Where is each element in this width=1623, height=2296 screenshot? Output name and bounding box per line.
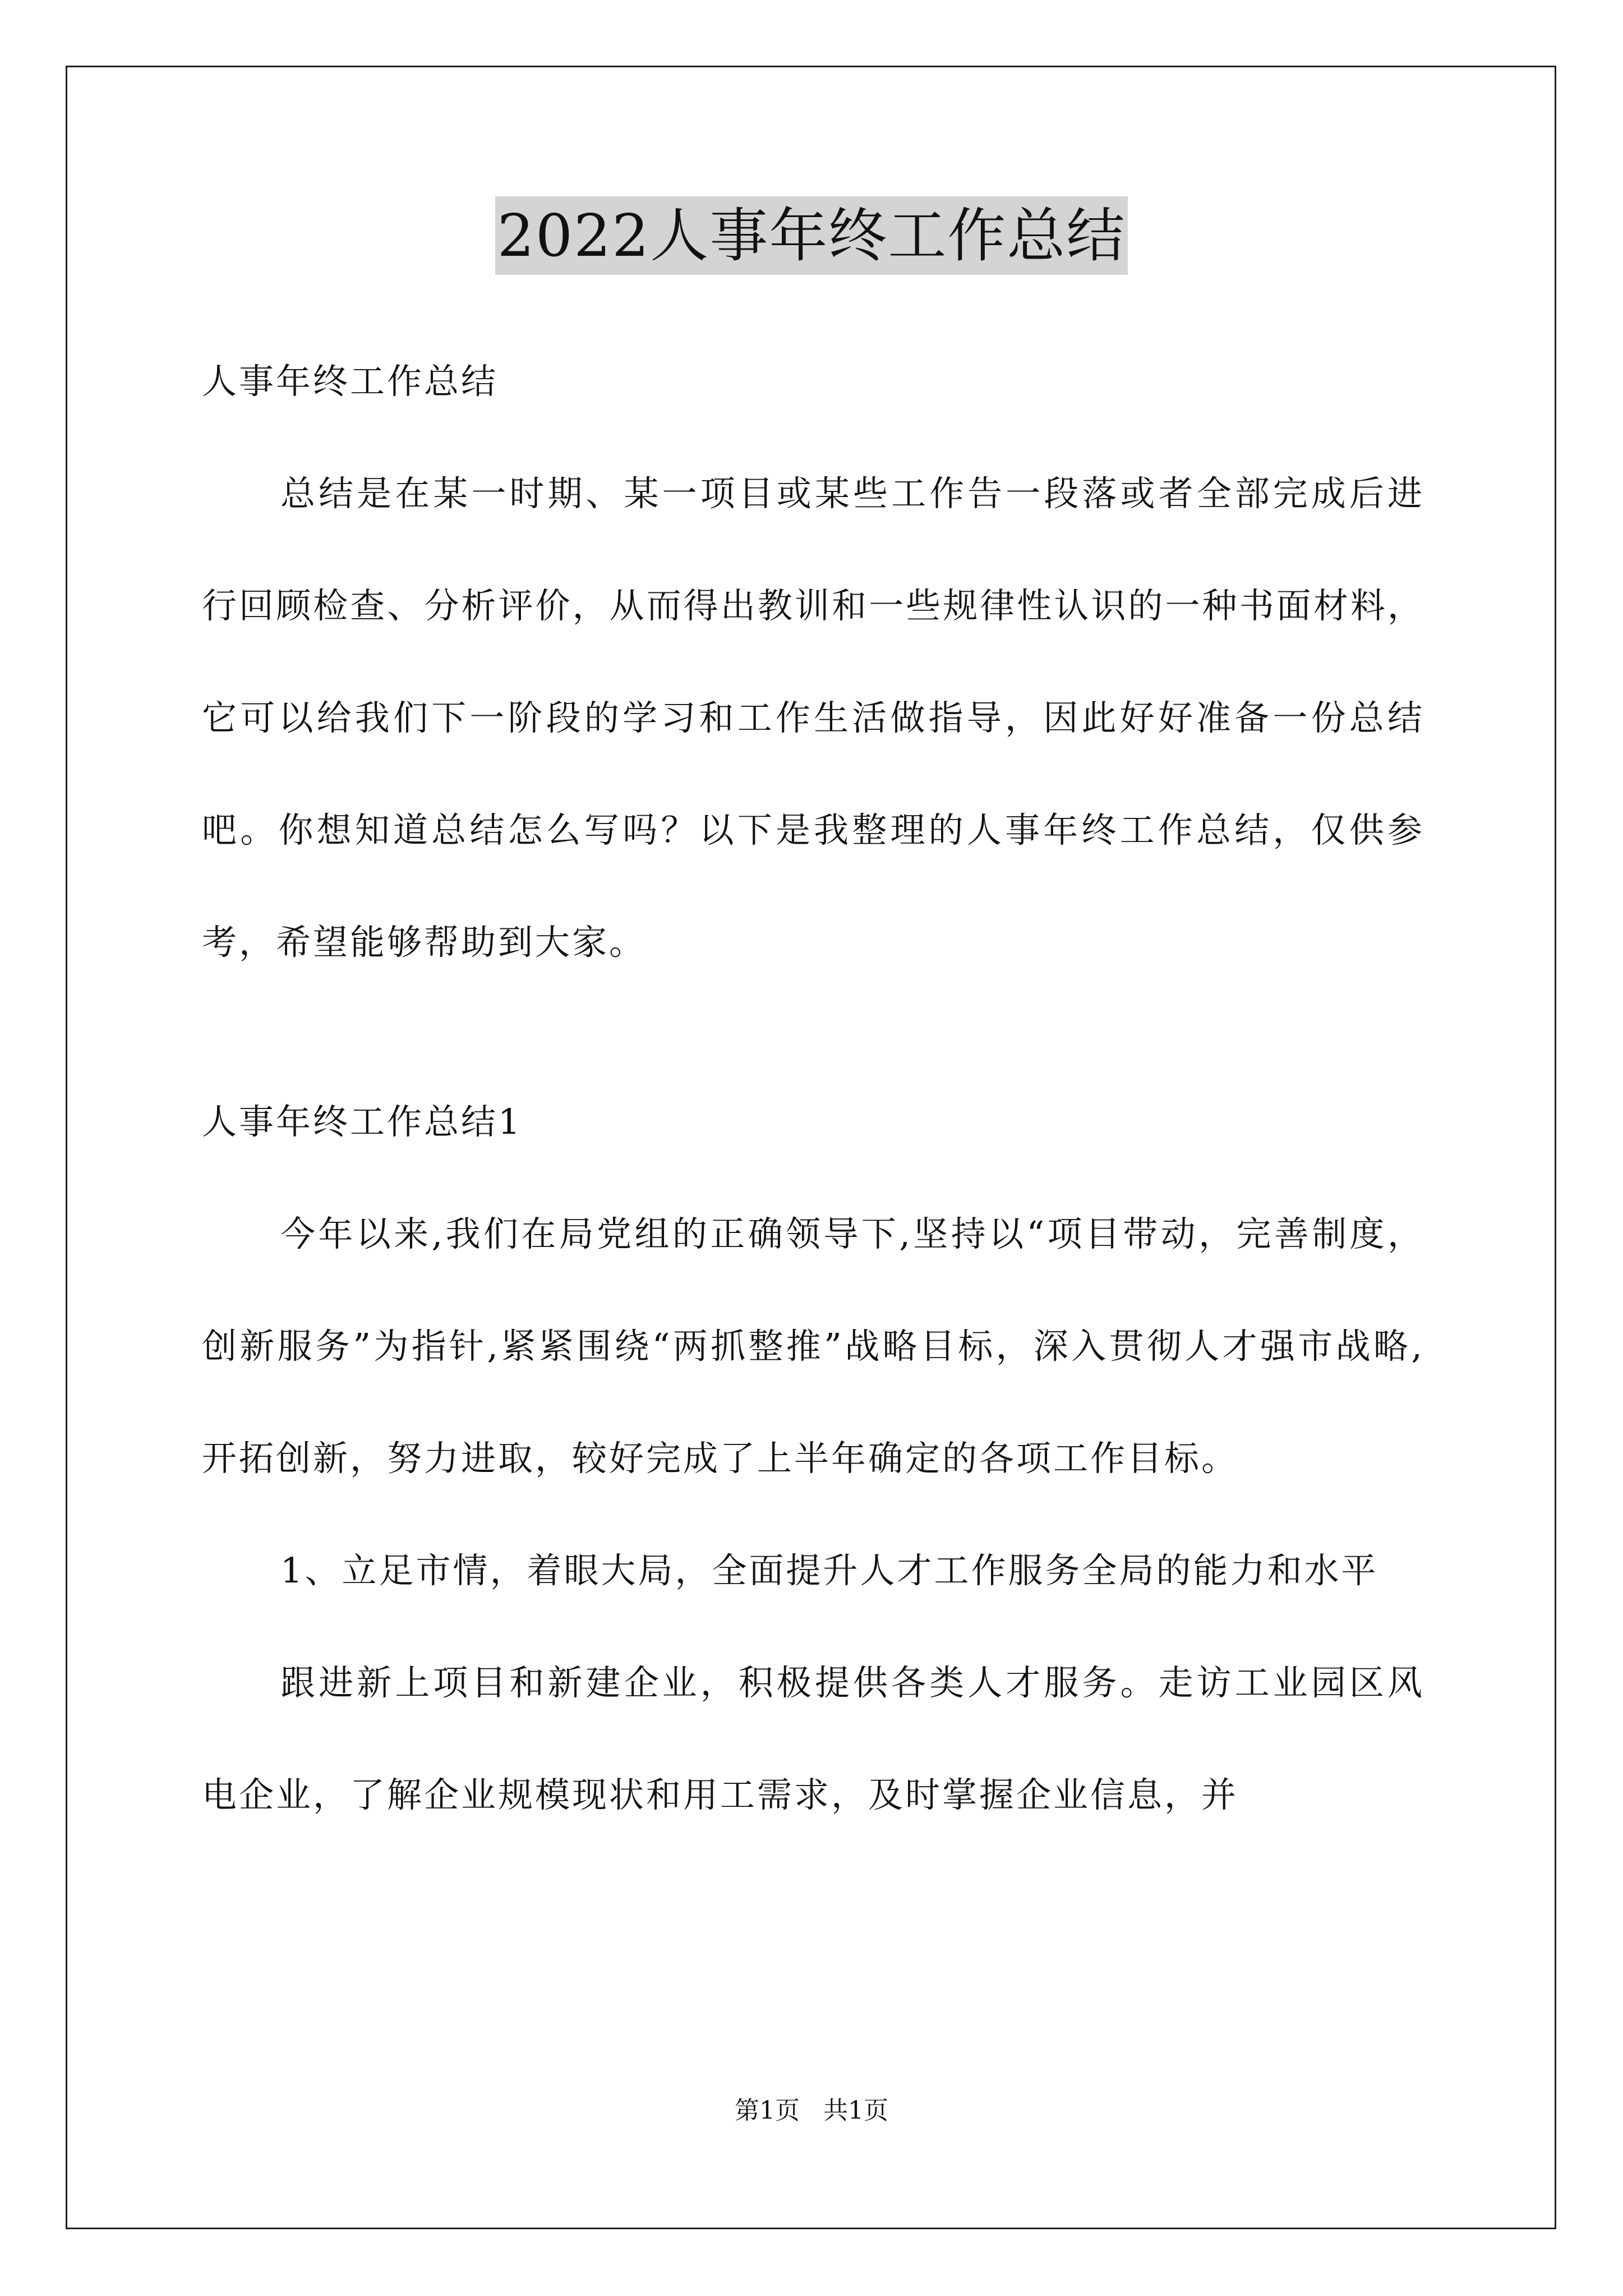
section-spacer	[202, 999, 1424, 1066]
document-title: 2022人事年终工作总结	[495, 196, 1128, 275]
section-paragraph: 今年以来,我们在局党组的正确领导下,坚持以“项目带动，完善制度，创新服务”为指针,紧紧围绕“两抓整推”战略目标，深入贯彻人才强市战略,开拓创新，努力进取，较好完成了上半年确定的各项工作目标。	[202, 1213, 1424, 1479]
intro-heading: 人事年终工作总结	[202, 361, 499, 402]
title-container	[0, 196, 1623, 275]
section-heading: 人事年终工作总结1	[202, 1101, 523, 1142]
section-paragraph: 1、立足市情，着眼大局，全面提升人才工作服务全局的能力和水平	[280, 1550, 1378, 1591]
page-footer	[0, 2094, 1623, 2128]
section-paragraph: 跟进新上项目和新建企业，积极提供各类人才服务。走访工业园区风电企业，了解企业规模现状和用工需求，及时掌握企业信息，并	[202, 1662, 1424, 1815]
intro-paragraph: 总结是在某一时期、某一项目或某些工作告一段落或者全部完成后进行回顾检查、分析评价，从而得出教训和一些规律性认识的一种书面材料，它可以给我们下一阶段的学习和工作生活做指导，因此好好准备一份总结吧。你想知道总结怎么写吗？以下是我整理的人事年终工作总结，仅供参考，希望能够帮助到大家。	[202, 473, 1424, 963]
page-number: 第1页	[735, 2096, 800, 2125]
page-total: 共1页	[823, 2096, 888, 2125]
document-body	[202, 325, 1424, 1851]
